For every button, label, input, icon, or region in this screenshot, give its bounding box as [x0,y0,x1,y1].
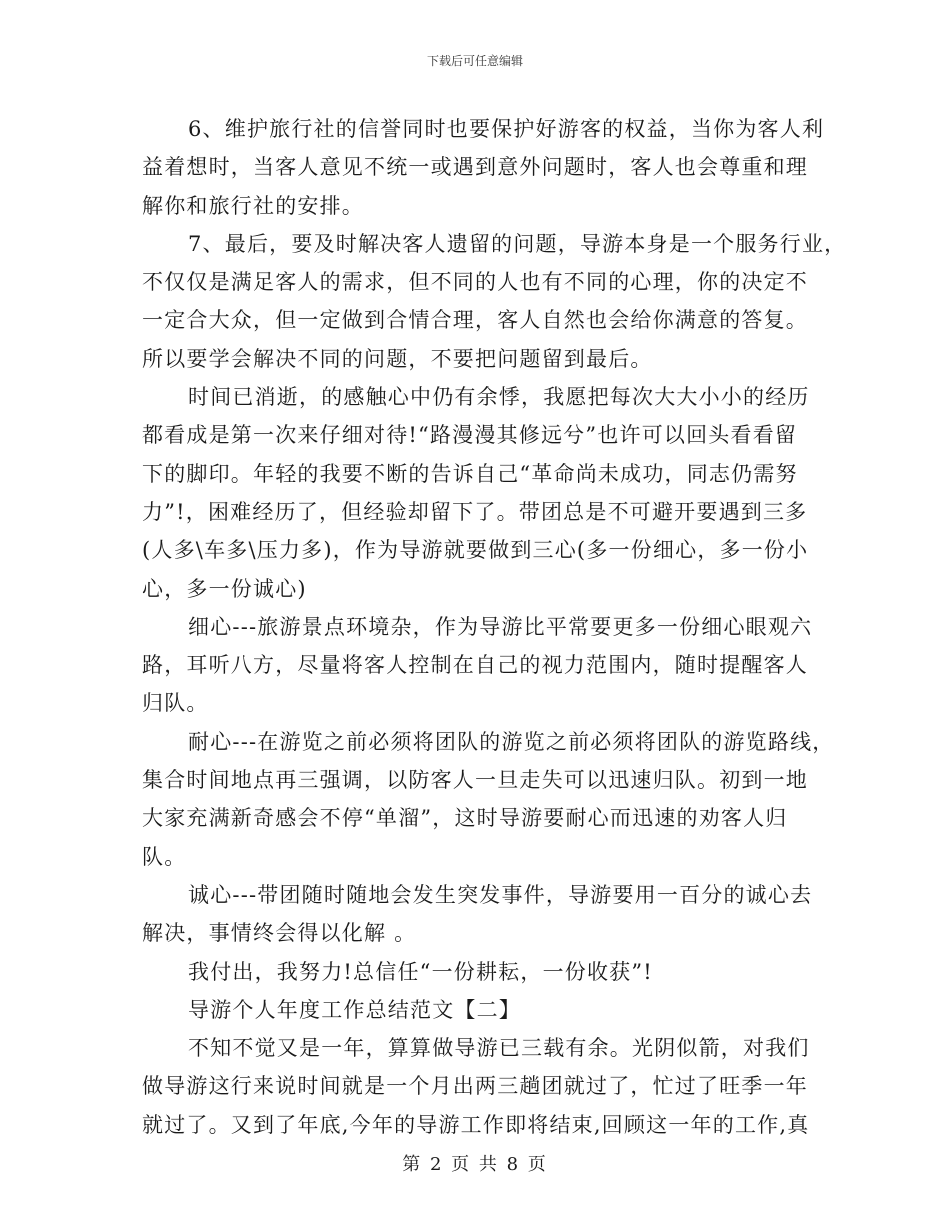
paragraph-line: 细心---旅游景点环境杂，作为导游比平常要更多一份细心眼观六 [188,614,813,639]
paragraph-line: 大家充满新奇感会不停“单溜”，这时导游要耐心而迅速的劝客人归 [142,806,788,831]
paragraph-line: 我付出，我努力!总信任“一份耕耘，一份收获”! [188,959,653,984]
page-number-footer: 第 2 页 共 8 页 [402,1154,548,1175]
paragraph-year-review [142,1029,822,1144]
paragraph-line: 心，多一份诚心) [142,576,307,601]
paragraph-line: 诚心---带团随时随地会发生突发事件，导游要用一百分的诚心去 [188,882,813,907]
paragraph-careful [142,608,822,723]
paragraph-line: 力”!，困难经历了，但经验却留下了。带团总是不可避开要遇到三多 [142,499,808,524]
paragraph-line: 就过了。又到了年底,今年的导游工作即将结束,回顾这一年的工作,真 [142,1112,810,1137]
paragraph-motto [142,953,822,991]
paragraph-line: 都看成是第一次来仔细对待!“路漫漫其修远兮”也许可以回头看看留 [142,423,798,448]
paragraph-patience [142,723,835,876]
document-body [142,110,847,1144]
paragraph-line: 归队。 [142,691,209,716]
paragraph-line: 益着想时，当客人意见不统一或遇到意外问题时，客人也会尊重和理 [142,155,808,180]
paragraph-line: 7、最后，要及时解决客人遗留的问题，导游本身是一个服务行业， [188,231,847,256]
paragraph-line: 解决，事情终会得以化解 。 [142,921,417,946]
paragraph-line: 耐心---在游览之前必须将团队的游览之前必须将团队的游览路线， [188,729,835,754]
paragraph-line: 一定合大众，但一定做到合情合理，客人自然也会给你满意的答复。 [142,308,808,333]
paragraph-line: 所以要学会解决不同的问题，不要把问题留到最后。 [142,346,653,371]
paragraph-reflection [142,378,822,608]
paragraph-line: 6、维护旅行社的信誉同时也要保护好游客的权益，当你为客人利 [188,117,825,141]
paragraph-line: 做导游这行来说时间就是一个月出两三趟团就过了，忙过了旺季一年 [142,1074,808,1099]
section-heading [142,991,822,1029]
paragraph-line: 路，耳听八方，尽量将客人控制在自己的视力范围内，随时提醒客人 [142,653,808,678]
paragraph-6-item [142,110,825,225]
paragraph-line: 队。 [142,844,187,869]
paragraph-line: 解你和旅行社的安排。 [142,193,364,218]
paragraph-line: 下的脚印。年轻的我要不断的告诉自己“革命尚未成功，同志仍需努 [142,461,798,486]
paragraph-line: 不知不觉又是一年，算算做导游已三载有余。光阴似箭，对我们 [188,1036,810,1061]
paragraph-7-item [142,225,847,378]
section-heading-text: 导游个人年度工作总结范文【二】 [188,997,521,1022]
paragraph-line: (人多\车多\压力多)，作为导游就要做到三心(多一份细心，多一份小 [142,538,809,563]
paragraph-sincerity [142,876,822,953]
page-header: 下载后可任意编辑 [426,54,523,68]
paragraph-line: 时间已消逝，的感触心中仍有余悸，我愿把每次大大小小的经历 [188,385,810,410]
paragraph-line: 集合时间地点再三强调，以防客人一旦走失可以迅速归队。初到一地 [142,768,808,793]
paragraph-line: 不仅仅是满足客人的需求，但不同的人也有不同的心理，你的决定不 [142,270,808,295]
